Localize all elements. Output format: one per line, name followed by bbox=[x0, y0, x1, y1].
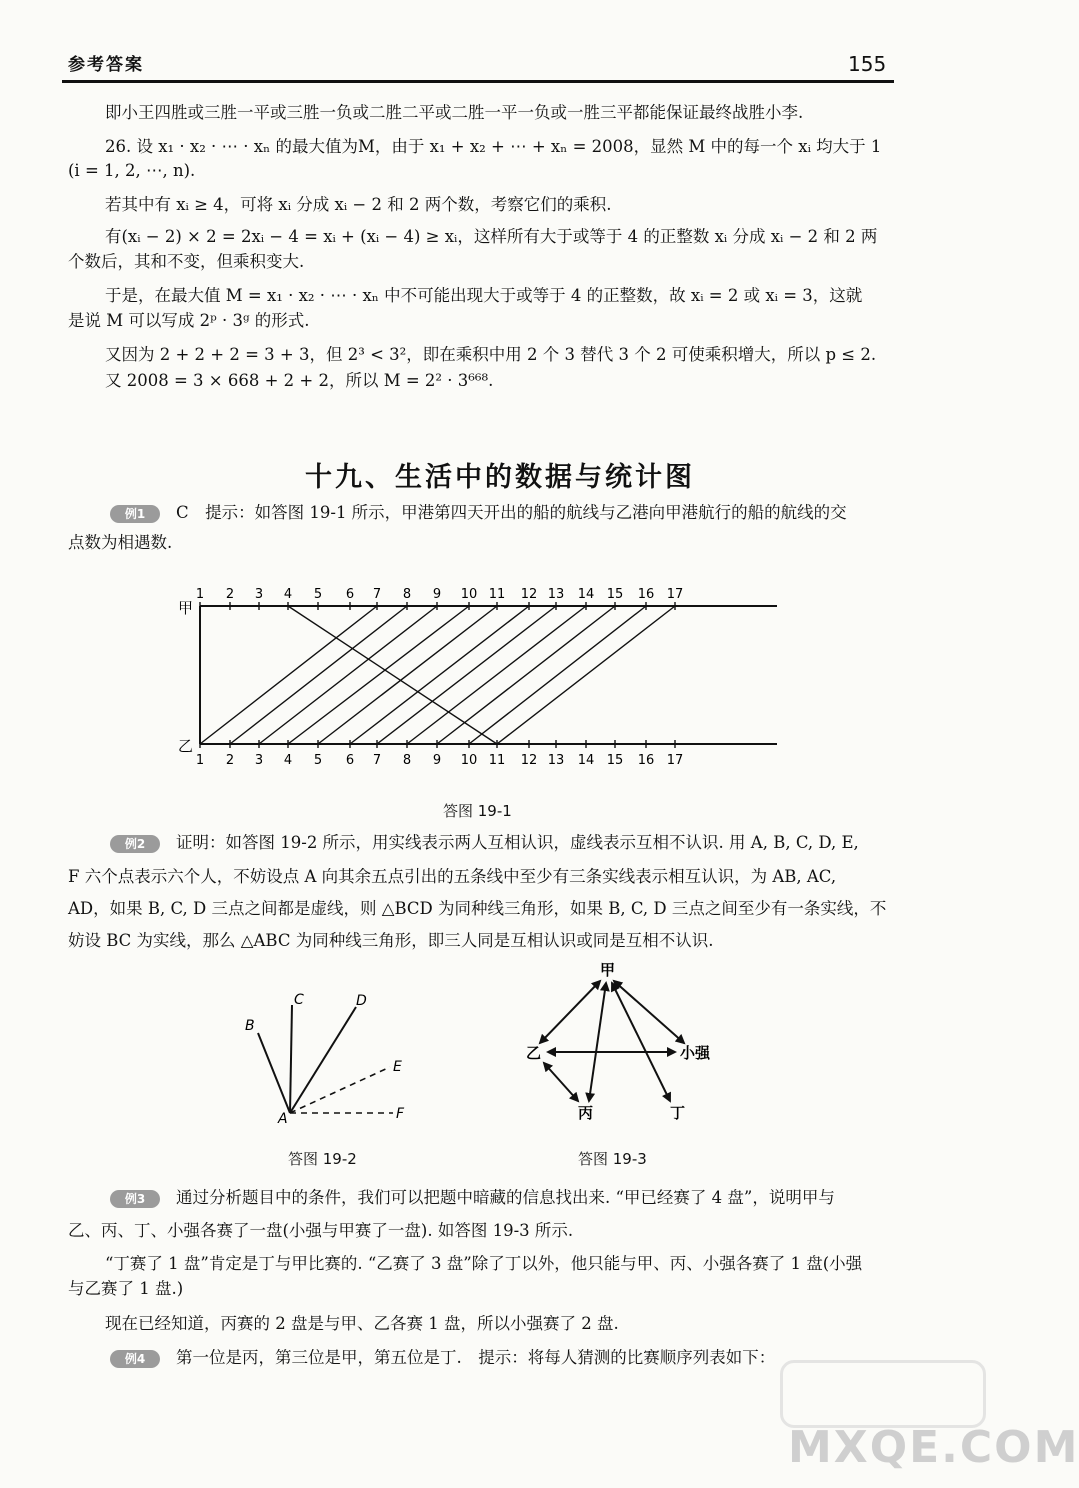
route-yi-ship bbox=[350, 606, 529, 744]
paragraph-line: 26. 设 x₁ · x₂ · ⋯ · xₙ 的最大值为M，由于 x₁ + x₂ + ⋯ + xₙ = 2008，显然 M 中的每一个 xᵢ 均大于 1 bbox=[105, 137, 882, 156]
point-A: A bbox=[278, 1111, 288, 1127]
line-AC bbox=[290, 1005, 292, 1113]
figure-19-3-caption: 答图 19-3 bbox=[578, 1150, 647, 1168]
page-number: 155 bbox=[848, 52, 887, 76]
example-2-line: 例2 证明：如答图 19-2 所示，用实线表示两人互相认识，虚线表示互相不认识. 用 A, B, C, D, E, bbox=[110, 832, 859, 854]
tick-label: 13 bbox=[547, 587, 565, 602]
tick-label: 1 bbox=[195, 587, 205, 602]
tick-label: 14 bbox=[577, 753, 595, 768]
node-jia: 甲 bbox=[600, 961, 616, 979]
route-yi-ship bbox=[200, 606, 377, 744]
figure-19-2-caption: 答图 19-2 bbox=[288, 1150, 357, 1168]
tick-label: 17 bbox=[666, 587, 684, 602]
example-3-line: 例3 通过分析题目中的条件，我们可以把题中暗藏的信息找出来. “甲已经赛了 4 盘”，说明甲与 bbox=[110, 1187, 835, 1209]
paragraph-line: 个数后，其和不变，但乘积变大. bbox=[68, 252, 305, 271]
tick-label: 10 bbox=[460, 753, 478, 768]
label-yi: 乙 bbox=[178, 737, 194, 755]
figure-19-3 bbox=[510, 955, 740, 1145]
tick-label: 5 bbox=[313, 587, 323, 602]
figure-19-1-caption: 答图 19-1 bbox=[443, 802, 512, 820]
tick-label: 11 bbox=[488, 753, 506, 768]
edge-jia-yi bbox=[540, 981, 600, 1043]
example-2-line: 妨设 BC 为实线，那么 △ABC 为同种线三角形，即三人同是互相认识或同是互相不认识. bbox=[68, 931, 714, 950]
figure-19-1 bbox=[160, 580, 800, 770]
tick-label: 3 bbox=[254, 587, 264, 602]
tick-label: 17 bbox=[666, 753, 684, 768]
tick-label: 8 bbox=[402, 587, 412, 602]
point-C: C bbox=[294, 992, 304, 1008]
example-1-line: 点数为相遇数. bbox=[68, 533, 173, 552]
tick-label: 16 bbox=[637, 753, 655, 768]
edge-yi-bing bbox=[544, 1063, 578, 1101]
tick-label: 6 bbox=[345, 587, 355, 602]
example-2-line: AD，如果 B, C, D 三点之间都是虚线，则 △BCD 为同种线三角形，如果 B, C, D 三点之间至少有一条实线，不 bbox=[68, 899, 887, 918]
line-AB bbox=[258, 1033, 290, 1113]
route-yi-ship bbox=[288, 606, 469, 744]
header-section: 参考答案 bbox=[68, 55, 144, 75]
example-1-tag: 例1 bbox=[110, 505, 160, 523]
tick-label: 7 bbox=[372, 753, 382, 768]
tick-label: 12 bbox=[520, 587, 538, 602]
watermark-logo bbox=[780, 1360, 986, 1428]
paragraph-line: 是说 M 可以写成 2ᵖ · 3ᵍ 的形式. bbox=[68, 311, 310, 330]
example-4-tag: 例4 bbox=[110, 1350, 160, 1368]
paragraph-line: 有(xᵢ − 2) × 2 = 2xᵢ − 4 = xᵢ + (xᵢ − 4) ≥ xᵢ，这样所有大于或等于 4 的正整数 xᵢ 分成 xᵢ − 2 和 2 两 bbox=[105, 227, 878, 246]
tick-label: 6 bbox=[345, 753, 355, 768]
point-E: E bbox=[393, 1059, 402, 1075]
node-ding: 丁 bbox=[670, 1104, 686, 1122]
paragraph-line: 即小王四胜或三胜一平或三胜一负或二胜二平或二胜一平一负或一胜三平都能保证最终战胜小李. bbox=[105, 103, 804, 122]
tick-label: 3 bbox=[254, 753, 264, 768]
tick-label: 1 bbox=[195, 753, 205, 768]
route-yi-ship bbox=[497, 606, 675, 744]
paragraph-line: 又因为 2 + 2 + 2 = 3 + 3，但 2³ < 3²，即在乘积中用 2 个 3 替代 3 个 2 可使乘积增大，所以 p ≤ 2. bbox=[105, 345, 877, 364]
example-3-line: “丁赛了 1 盘”肯定是丁与甲比赛的. “乙赛了 3 盘”除了丁以外，他只能与甲、丙、小强各赛了 1 盘(小强 bbox=[105, 1254, 863, 1273]
example-2-line: F 六个点表示六个人，不妨设点 A 向其余五点引出的五条线中至少有三条实线表示相互认识，为 AB, AC, bbox=[68, 867, 837, 886]
example-3-tag: 例3 bbox=[110, 1190, 160, 1208]
edge-jia-ding bbox=[612, 983, 670, 1101]
paragraph-line: 若其中有 xᵢ ≥ 4，可将 xᵢ 分成 xᵢ − 2 和 2 两个数，考察它们的乘积. bbox=[105, 195, 612, 214]
paragraph-line: (i = 1, 2, ⋯, n). bbox=[68, 161, 196, 180]
paragraph-line: 又 2008 = 3 × 668 + 2 + 2，所以 M = 2² · 3⁶⁶⁸. bbox=[105, 371, 494, 390]
header-rule bbox=[62, 80, 894, 83]
tick-label: 11 bbox=[488, 587, 506, 602]
tick-label: 9 bbox=[432, 753, 442, 768]
watermark-text: MXQE.COM bbox=[788, 1422, 1079, 1473]
point-F: F bbox=[396, 1106, 405, 1122]
edge-jia-xiaoqiang bbox=[614, 981, 684, 1043]
tick-label: 14 bbox=[577, 587, 595, 602]
paragraph-line: 于是，在最大值 M = x₁ · x₂ · ⋯ · xₙ 中不可能出现大于或等于 4 的正整数，故 xᵢ = 2 或 xᵢ = 3，这就 bbox=[105, 286, 863, 305]
edge-jia-bing bbox=[589, 983, 606, 1101]
example-3-line: 现在已经知道，丙赛的 2 盘是与甲、乙各赛 1 盘，所以小强赛了 2 盘. bbox=[105, 1314, 619, 1333]
figure-19-2 bbox=[230, 985, 430, 1135]
route-yi-ship bbox=[437, 606, 615, 744]
route-yi-ship bbox=[259, 606, 437, 744]
tick-label: 7 bbox=[372, 587, 382, 602]
tick-label: 15 bbox=[606, 753, 624, 768]
label-jia: 甲 bbox=[178, 599, 194, 617]
route-yi-ship bbox=[318, 606, 497, 744]
tick-label: 12 bbox=[520, 753, 538, 768]
example-1-line: 例1 C 提示：如答图 19-1 所示，甲港第四天开出的船的航线与乙港向甲港航行的船的航线的交 bbox=[110, 502, 847, 524]
example-4-line: 例4 第一位是丙，第三位是甲，第五位是丁. 提示：将每人猜测的比赛顺序列表如下： bbox=[110, 1347, 775, 1369]
tick-label: 15 bbox=[606, 587, 624, 602]
tick-label: 5 bbox=[313, 753, 323, 768]
tick-label: 16 bbox=[637, 587, 655, 602]
tick-label: 9 bbox=[432, 587, 442, 602]
tick-label: 8 bbox=[402, 753, 412, 768]
tick-label: 13 bbox=[547, 753, 565, 768]
point-D: D bbox=[356, 993, 367, 1009]
point-B: B bbox=[245, 1018, 255, 1034]
example-3-line: 与乙赛了 1 盘.) bbox=[68, 1279, 184, 1298]
example-3-line: 乙、丙、丁、小强各赛了一盘(小强与甲赛了一盘). 如答图 19-3 所示. bbox=[68, 1221, 574, 1240]
tick-label: 2 bbox=[225, 753, 235, 768]
tick-label: 4 bbox=[283, 753, 293, 768]
section-title: 十九、生活中的数据与统计图 bbox=[305, 462, 695, 493]
example-2-tag: 例2 bbox=[110, 835, 160, 853]
node-xiaoqiang: 小强 bbox=[680, 1044, 711, 1062]
tick-label: 2 bbox=[225, 587, 235, 602]
tick-label: 10 bbox=[460, 587, 478, 602]
tick-label: 4 bbox=[283, 587, 293, 602]
node-yi: 乙 bbox=[526, 1044, 542, 1062]
node-bing: 丙 bbox=[578, 1104, 594, 1122]
